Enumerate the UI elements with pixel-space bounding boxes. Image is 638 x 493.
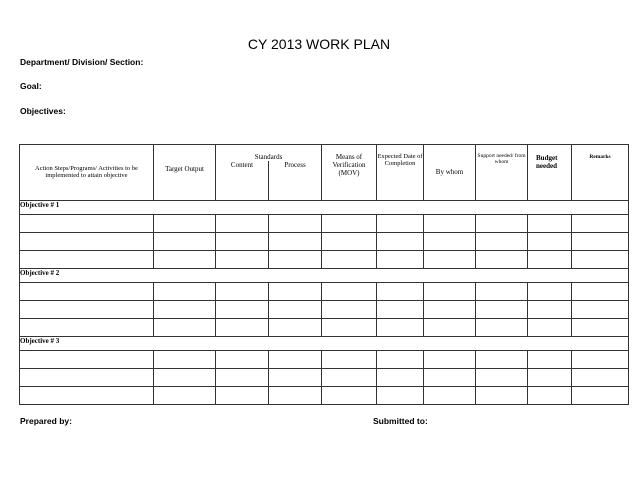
objective-3-row: Objective # 3 — [20, 336, 629, 350]
header-target-output: Target Output — [154, 145, 216, 201]
objective-1-row: Objective # 1 — [20, 200, 629, 214]
work-plan-table — [19, 144, 629, 405]
submitted-to-label: Submitted to: — [373, 416, 428, 426]
table-row[interactable] — [20, 386, 629, 404]
header-support-needed: Support needed/ from whom — [476, 145, 528, 201]
objectives-label: Objectives: — [20, 106, 66, 116]
header-by-whom: By whom — [424, 145, 476, 201]
header-budget-needed: Budget needed — [528, 145, 572, 201]
table-row[interactable] — [20, 282, 629, 300]
table-row[interactable] — [20, 318, 629, 336]
header-content: Content — [216, 161, 269, 200]
header-means-of-verification: Means of Verification (MOV) — [322, 145, 377, 201]
prepared-by-label: Prepared by: — [20, 416, 72, 426]
header-action-steps: Action Steps/Programs/ Activities to be implemented to attain objective — [20, 145, 154, 201]
goal-label: Goal: — [20, 81, 42, 91]
department-label: Department/ Division/ Section: — [20, 57, 144, 67]
header-process: Process — [269, 161, 322, 200]
header-standards: Standards — [216, 145, 322, 162]
header-remarks: Remarks — [572, 145, 629, 201]
page-title: CY 2013 WORK PLAN — [247, 36, 391, 52]
objective-2-row: Objective # 2 — [20, 268, 629, 282]
table-row[interactable] — [20, 368, 629, 386]
table-row[interactable] — [20, 350, 629, 368]
table-row[interactable] — [20, 300, 629, 318]
table-row[interactable] — [20, 214, 629, 232]
table-row[interactable] — [20, 232, 629, 250]
table-row[interactable] — [20, 250, 629, 268]
header-expected-date: Expected Date of Completion — [377, 145, 424, 201]
